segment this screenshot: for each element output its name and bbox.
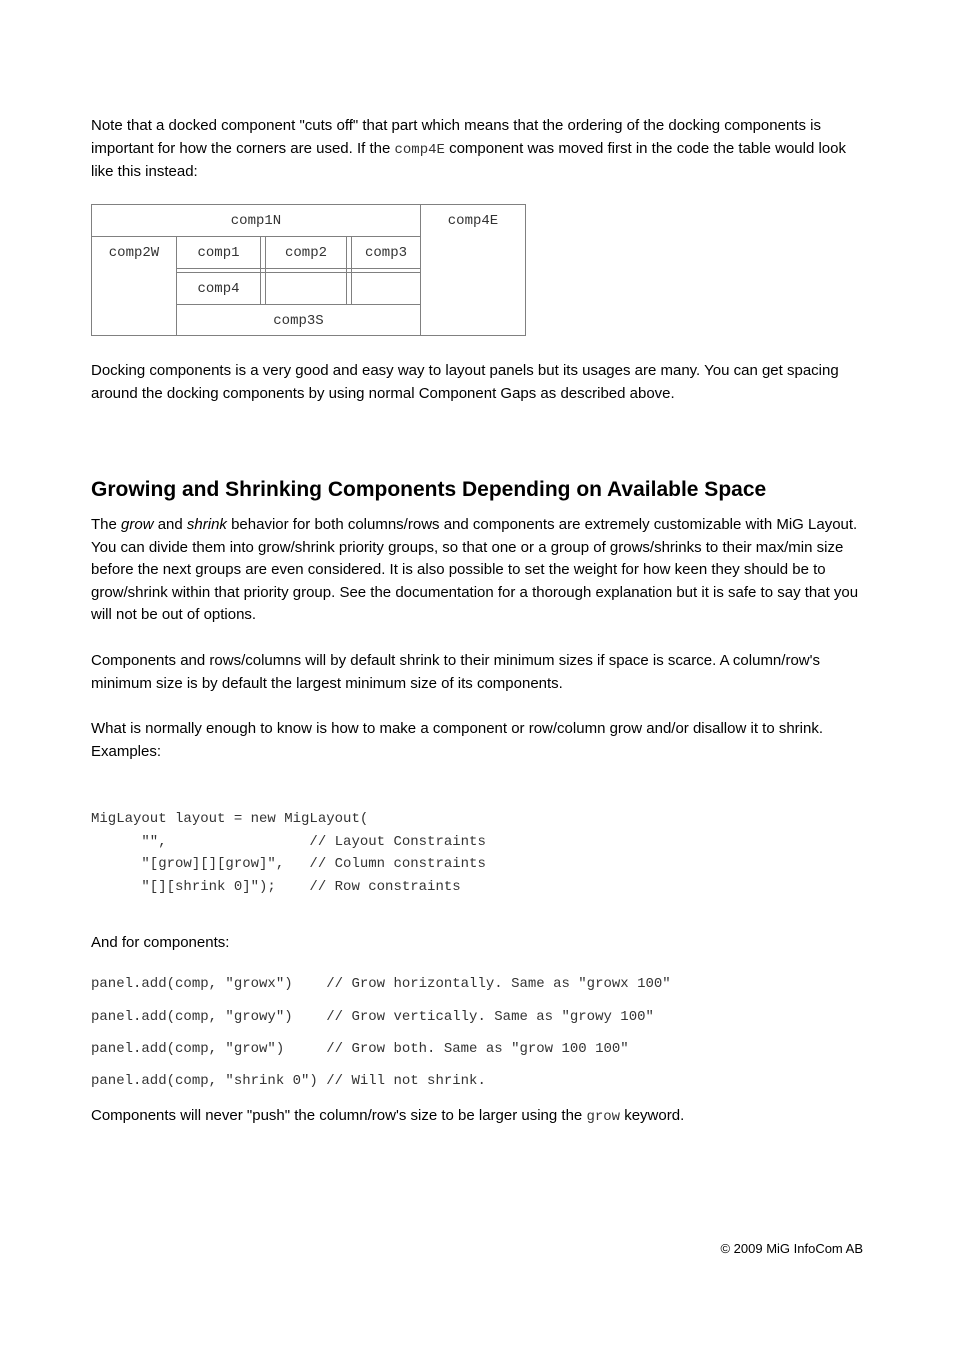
cell-comp2: comp2	[265, 236, 347, 269]
paragraph-text: and	[153, 516, 187, 533]
inline-code: grow	[586, 1109, 621, 1125]
cell-empty	[351, 272, 421, 305]
paragraph-default-shrink: Components and rows/columns will by default shrink to their minimum sizes if space is scarce. A column/row's minimum size is by default the largest minimum size of its components.	[91, 652, 820, 692]
paragraph-text: Note that a docked component "cuts off" that part which means that the ordering of the docking components is important for how the corners are used. If the	[91, 117, 821, 157]
paragraph-components-intro: And for components:	[91, 934, 230, 951]
section-heading: Growing and Shrinking Components Depending on Available Space	[91, 478, 767, 501]
code-line: panel.add(comp, "grow") // Grow both. Same as "grow 100 100"	[91, 1041, 629, 1057]
cell-comp1N: comp1N	[91, 204, 421, 237]
emphasis-grow: grow	[121, 516, 154, 533]
code-block-layout: MigLayout layout = new MigLayout( "", // Layout Constraints "[grow][][grow]", // Column constraints "[][shrink 0]"); // Row constraints	[91, 811, 486, 896]
cell-comp4E: comp4E	[420, 204, 526, 336]
code-line: panel.add(comp, "growy") // Grow vertically. Same as "growy 100"	[91, 1009, 654, 1025]
paragraph-text: Components will never "push" the column/row's size to be larger using the	[91, 1107, 587, 1124]
inline-code: comp4E	[394, 141, 445, 158]
paragraph-grow-push	[91, 1105, 684, 1129]
paragraph-text: The	[91, 516, 122, 533]
paragraph-text: component was moved first in the code the table would look like this instead:	[91, 139, 846, 180]
paragraph-text: behavior for both columns/rows and components are extremely customizable with MiG Layout. You can divide them into grow/shrink priority groups, so that one or a group of grows/shrinks to their max/min size before the next groups are even considered. It is also possible to set the weight for how keen they should be to grow/shrink within that priority group. See the documentation for a thorough explanation but it is safe to say that you will not be out of options.	[91, 516, 859, 623]
paragraph-docking-order	[91, 115, 863, 184]
cell-comp4: comp4	[176, 272, 261, 305]
code-line: panel.add(comp, "growx") // Grow horizontally. Same as "growx 100"	[91, 976, 671, 992]
cell-comp3: comp3	[351, 236, 421, 269]
emphasis-shrink: shrink	[186, 516, 227, 533]
code-line: panel.add(comp, "shrink 0") // Will not shrink.	[91, 1073, 486, 1089]
cell-empty	[265, 272, 347, 305]
dock-layout-table	[91, 204, 526, 336]
cell-comp1: comp1	[176, 236, 261, 269]
paragraph-grow-shrink	[91, 514, 863, 627]
footer-copyright: © 2009 MiG InfoCom AB	[720, 1241, 863, 1256]
paragraph-docking-usage: Docking components is a very good and easy way to layout panels but its usages are many. You can get spacing around the docking components by using normal Component Gaps as described above.	[91, 362, 839, 402]
paragraph-text: keyword.	[620, 1107, 685, 1124]
cell-comp3S: comp3S	[176, 304, 421, 336]
paragraph-examples-intro: What is normally enough to know is how to make a component or row/column grow and/or disallow it to shrink. Examples:	[91, 720, 824, 760]
cell-comp2W: comp2W	[91, 236, 177, 336]
